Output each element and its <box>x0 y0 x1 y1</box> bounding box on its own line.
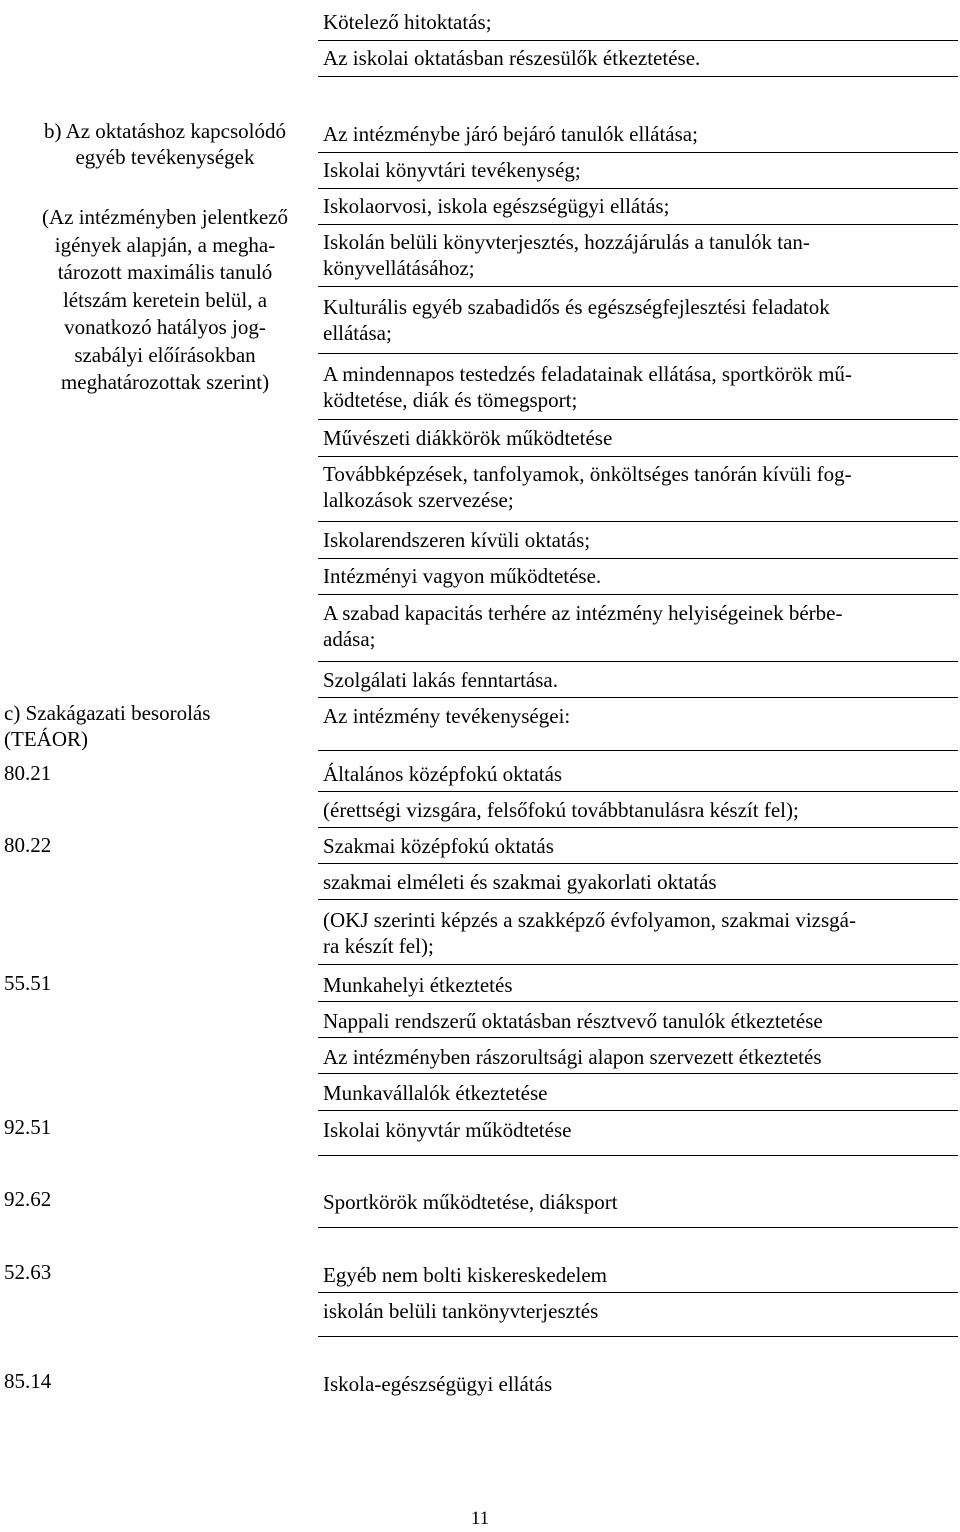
top-item-1: Kötelező hitoktatás; <box>323 10 492 34</box>
row-divider <box>318 899 958 900</box>
row-divider <box>318 224 958 225</box>
row-divider <box>318 521 958 522</box>
row-divider <box>318 456 958 457</box>
list-item: Munkavállalók étkeztetése <box>323 1081 548 1105</box>
list-item: Az intézménybe járó bejáró tanulók ellátása; <box>323 122 698 146</box>
list-item: Munkahelyi étkeztetés <box>323 973 513 997</box>
row-divider <box>318 1110 958 1111</box>
list-item: Művészeti diákkörök működtetése <box>323 426 613 450</box>
teaor-code: 92.51 <box>4 1115 52 1139</box>
list-item: Intézményi vagyon működtetése. <box>323 564 602 588</box>
list-item: Szolgálati lakás fenntartása. <box>323 668 558 692</box>
list-item: A szabad kapacitás terhére az intézmény helyiségeinek bérbe- adása; <box>323 601 843 651</box>
list-item: Iskola-egészségügyi ellátás <box>323 1372 553 1396</box>
teaor-code: 80.21 <box>4 761 52 785</box>
row-divider <box>318 419 958 420</box>
top-item-2: Az iskolai oktatásban részesülők étkeztetése. <box>323 46 701 70</box>
list-item: Nappali rendszerű oktatásban résztvevő tanulók étkeztetése <box>323 1009 823 1033</box>
row-divider <box>318 661 958 662</box>
list-item: Iskolai könyvtár működtetése <box>323 1118 572 1142</box>
list-item: (érettségi vizsgára, felsőfokú továbbtanulásra készít fel); <box>323 798 799 822</box>
list-item: Egyéb nem bolti kiskereskedelem <box>323 1263 608 1287</box>
row-divider <box>318 286 958 287</box>
row-divider <box>318 964 958 965</box>
list-item: Általános középfokú oktatás <box>323 762 563 786</box>
teaor-code: 80.22 <box>4 833 52 857</box>
list-item: Iskolai könyvtári tevékenység; <box>323 158 581 182</box>
teaor-code: 55.51 <box>4 971 52 995</box>
row-divider <box>318 827 958 828</box>
list-item: Iskolán belüli könyvterjesztés, hozzájárulás a tanulók tan- könyvellátásához; <box>323 230 810 280</box>
row-divider <box>318 1073 958 1074</box>
list-item: Szakmai középfokú oktatás <box>323 834 554 858</box>
teaor-code: 85.14 <box>4 1369 52 1393</box>
section-b-title: b) Az oktatáshoz kapcsolódó egyéb tevékenységek <box>43 119 287 169</box>
row-divider <box>318 697 958 698</box>
list-item: szakmai elméleti és szakmai gyakorlati oktatás <box>323 870 717 894</box>
section-c-header: Az intézmény tevékenységei: <box>323 704 571 728</box>
row-divider <box>318 188 958 189</box>
teaor-code: 92.62 <box>4 1187 52 1211</box>
list-item: Kulturális egyéb szabadidős és egészségfejlesztési feladatok ellátása; <box>323 295 830 345</box>
list-item: A mindennapos testedzés feladatainak ellátása, sportkörök mű- ködtetése, diák és tömegsport; <box>323 362 852 412</box>
row-divider <box>318 1336 958 1337</box>
section-b-note: (Az intézményben jelentkező igények alapján, a megha- tározott maximális tanuló létszám keretein belül, a vonatkozó hatályos jog- szabályi előírásokban meghatározottak szerint) <box>41 205 289 394</box>
row-divider <box>318 152 958 153</box>
row-divider <box>318 594 958 595</box>
row-divider <box>318 40 958 41</box>
list-item: (OKJ szerinti képzés a szakképző évfolyamon, szakmai vizsgá- ra készít fel); <box>323 908 856 958</box>
row-divider <box>318 558 958 559</box>
section-c-title: c) Szakágazati besorolás (TEÁOR) <box>4 701 211 751</box>
list-item: Továbbképzések, tanfolyamok, önköltséges tanórán kívüli fog- lalkozások szervezése; <box>323 462 852 512</box>
row-divider <box>318 76 958 77</box>
list-item: Az intézményben rászorultsági alapon szervezett étkeztetés <box>323 1045 822 1069</box>
row-divider <box>318 353 958 354</box>
list-item: Iskolaorvosi, iskola egészségügyi ellátás; <box>323 194 670 218</box>
row-divider <box>318 1227 958 1228</box>
list-item: iskolán belüli tankönyvterjesztés <box>323 1299 599 1323</box>
row-divider <box>318 1001 958 1002</box>
list-item: Sportkörök működtetése, diáksport <box>323 1190 618 1214</box>
row-divider <box>318 1292 958 1293</box>
row-divider <box>318 1037 958 1038</box>
row-divider <box>318 750 958 751</box>
list-item: Iskolarendszeren kívüli oktatás; <box>323 528 591 552</box>
page-number: 11 <box>470 1508 490 1529</box>
row-divider <box>318 791 958 792</box>
row-divider <box>318 1155 958 1156</box>
row-divider <box>318 863 958 864</box>
teaor-code: 52.63 <box>4 1260 52 1284</box>
